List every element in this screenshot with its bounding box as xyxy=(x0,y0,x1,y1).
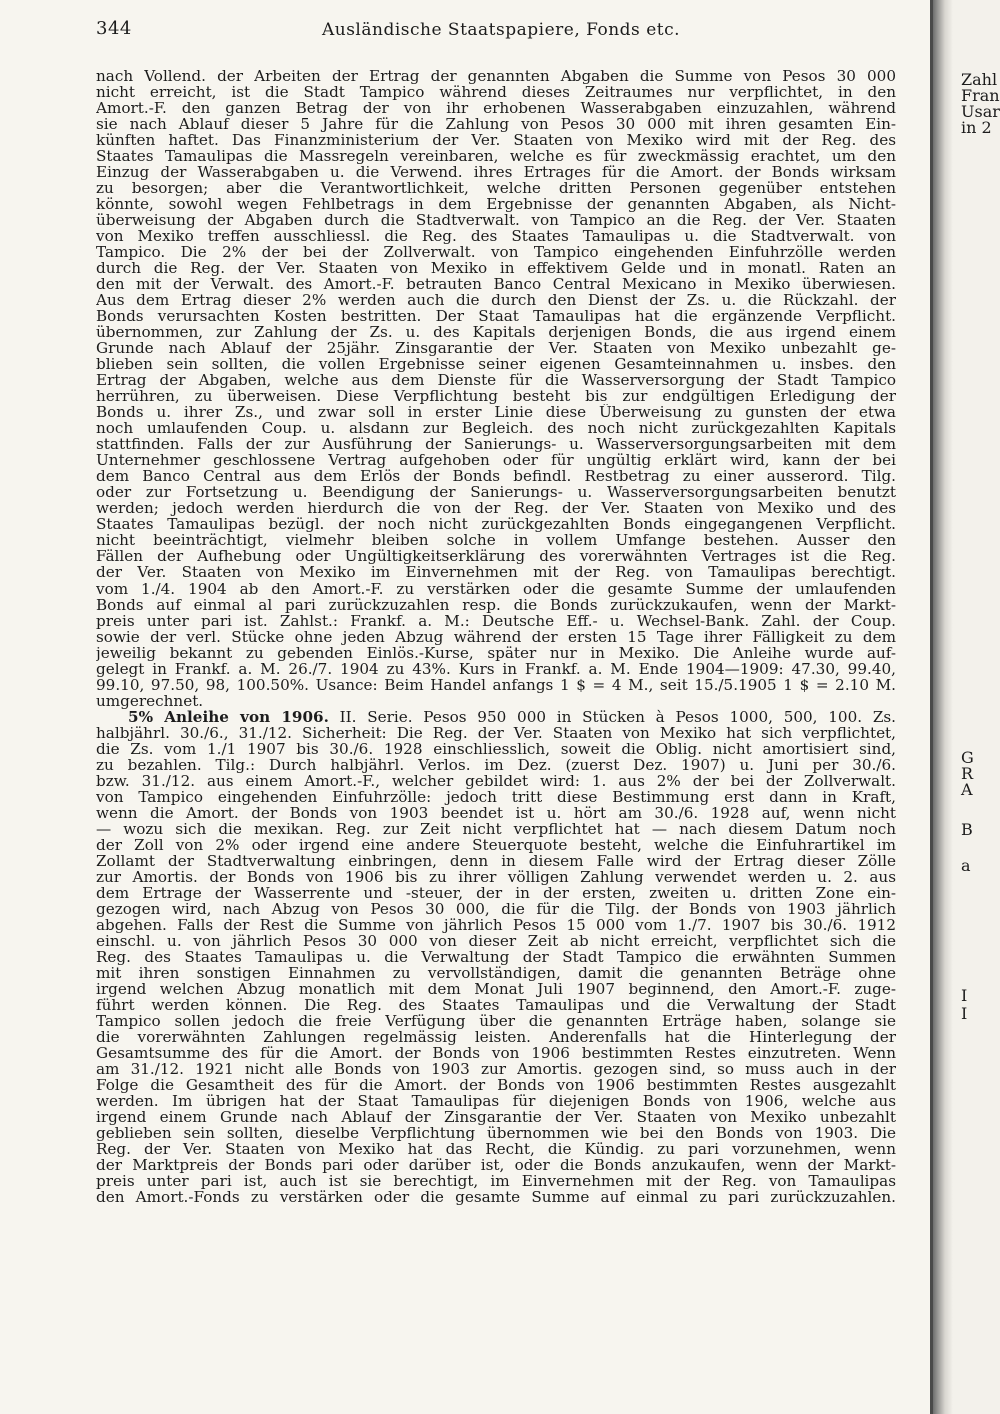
text-line: irgend welchen Abzug monatlich mit dem Monat Juli 1907 beginnend, den Amort.-F. zuge- xyxy=(96,980,896,997)
section-heading: 5% Anleihe von 1906. xyxy=(128,708,329,725)
text-line: irgend einem Grunde nach Ablauf der Zinsgarantie der Ver. Staaten von Mexiko unbezahlt xyxy=(96,1109,896,1126)
text-line: Bonds u. ihrer Zs., und zwar soll in erster Linie diese Überweisung zu gunsten der etwa xyxy=(96,404,896,421)
text-line: preis unter pari ist, auch ist sie berechtigt, im Einvernehmen mit der Reg. von Tamaulipas xyxy=(96,1173,896,1190)
text-line: oder zur Fortsetzung u. Beendigung der Sanierungs- u. Wasserversorgungsarbeiten benutzt xyxy=(96,484,896,501)
text-line: halbjährl. 30./6., 31./12. Sicherheit: Die Reg. der Ver. Staaten von Mexiko hat sich verpflichtet, xyxy=(96,724,896,741)
text-line: wenn die Amort. der Bonds von 1903 beendet ist u. hört am 30./6. 1928 auf, wenn nicht xyxy=(96,804,896,821)
text-line: nicht erreicht, ist die Stadt Tampico während dieses Zeitraumes nur verpflichtet, in den xyxy=(96,84,896,101)
text-line: einschl. u. von jährlich Pesos 30 000 von dieser Zeit ab nicht erreicht, verpflichtet sich die xyxy=(96,932,896,949)
edge-fragment: A xyxy=(961,780,973,799)
text-line: übernommen, zur Zahlung der Zs. u. des Kapitals derjenigen Bonds, die aus irgend einem xyxy=(96,324,896,341)
text-line: durch die Reg. der Ver. Staaten von Mexiko in effektivem Gelde und in monatl. Raten an xyxy=(96,260,896,277)
text-line: Gesamtsumme des für die Amort. der Bonds von 1906 bestimmten Restes einzutreten. Wenn xyxy=(96,1044,896,1061)
text-line: Zollamt der Stadtverwaltung einbringen, denn in diesem Falle wird der Ertrag dieser Zölle xyxy=(96,852,896,869)
text-line: Grunde nach Ablauf der 25jähr. Zinsgarantie der Ver. Staaten von Mexiko unbezahlt ge- xyxy=(96,340,896,357)
text-line: den mit der Verwalt. des Amort.-F. betrauten Banco Central Mexicano in Mexiko überwiesen. xyxy=(96,276,896,293)
text-line xyxy=(96,709,896,725)
text-line: Staates Tamaulipas die Massregeln vereinbaren, welche es für zweckmässig erachtet, um den xyxy=(96,148,896,165)
edge-fragment: a xyxy=(961,856,971,875)
text-line: der Zoll von 2% oder irgend eine andere Steuerquote besteht, welche die Einfuhrartikel im xyxy=(96,836,896,853)
edge-fragment: in 2 xyxy=(961,118,992,137)
text-line: Fällen der Aufhebung oder Ungültigkeitserklärung des vorerwähnten Vertrages ist die Reg. xyxy=(96,548,896,565)
running-title: Ausländische Staatspapiere, Fonds etc. xyxy=(321,20,681,40)
text-line: zur Amortis. der Bonds von 1906 bis zu ihrer völligen Zahlung verwendet werden u. 2. aus xyxy=(96,868,896,885)
text-line: zu bezahlen. Tilg.: Durch halbjährl. Verlos. im Dez. (zuerst Dez. 1907) u. Juni per 30./6. xyxy=(96,756,896,773)
text-line: werden; jedoch werden hierdurch die von der Reg. der Ver. Staaten von Mexiko und des xyxy=(96,500,896,517)
text-line: der Marktpreis der Bonds pari oder darüber ist, oder die Bonds anzukaufen, wenn der Markt- xyxy=(96,1157,896,1174)
text-line: bzw. 31./12. aus einem Amort.-F., welcher gebildet wird: 1. aus 2% der bei der Zollverwalt. xyxy=(96,772,896,789)
text-line: könnte, sowohl wegen Fehlbetrags in dem Ergebnisse der genannten Abgaben, als Nicht- xyxy=(96,196,896,213)
text-line: die vorerwähnten Zahlungen regelmässig leisten. Anderenfalls hat die Hinterlegung der xyxy=(96,1028,896,1045)
text-line: werden. Im übrigen hat der Staat Tamaulipas für diejenigen Bonds von 1906, welche aus xyxy=(96,1093,896,1110)
edge-fragment: B xyxy=(961,820,973,839)
text-line: noch umlaufenden Coup. u. alsdann zur Begleich. des noch nicht zurückgezahlten Kapitals xyxy=(96,420,896,437)
edge-fragment: I xyxy=(961,986,968,1005)
text-line: von Tampico eingehenden Einfuhrzölle: jedoch tritt diese Bestimmung erst dann in Kraft, xyxy=(96,788,896,805)
text-line: Unternehmer geschlossene Vertrag aufgehoben oder für ungültig erklärt wird, kann der bei xyxy=(96,452,896,469)
text-line: dem Banco Central aus dem Erlös der Bonds befindl. Restbetrag zu einer ausserord. Tilg. xyxy=(96,468,896,485)
text-line: blieben sein sollten, die vollen Ergebnisse seiner eigenen Gesamteinnahmen u. insbes. den xyxy=(96,356,896,373)
text-line: künften haftet. Das Finanzministerium der Ver. Staaten von Mexiko wird mit der Reg. des xyxy=(96,132,896,149)
edge-fragment: Zahl xyxy=(961,70,998,89)
text-line: dem Ertrage der Wasserrente und -steuer, der in der ersten, zweiten u. dritten Zone ein- xyxy=(96,884,896,901)
text-line: jeweilig bekannt zu gebenden Einlös.-Kurse, später nur in Mexiko. Die Anleihe wurde auf- xyxy=(96,644,896,661)
text-line: Einzug der Wasserabgaben u. die Verwend. ihres Ertrages für die Amort. der Bonds wirksam xyxy=(96,164,896,181)
text-line: umgerechnet. xyxy=(96,692,204,709)
text-line: abgehen. Falls der Rest die Summe von jährlich Pesos 15 000 vom 1./7. 1907 bis 30./6. 1912 xyxy=(96,916,896,933)
edge-fragment: R xyxy=(961,764,974,783)
text-line: herrühren, zu überweisen. Diese Verpflichtung besteht bis zur endgültigen Erledigung der xyxy=(96,388,896,405)
text-line: — wozu sich die mexikan. Reg. zur Zeit nicht verpflichtet hat — nach diesem Datum noch xyxy=(96,820,896,837)
text-line: von Mexiko treffen ausschliessl. die Reg. des Staates Tamaulipas u. die Stadtverwalt. von xyxy=(96,228,896,245)
text-line: den Amort.-Fonds zu verstärken oder die gesamte Summe auf einmal zu pari zurückzuzahlen. xyxy=(96,1189,896,1206)
text-line: zu besorgen; aber die Verantwortlichkeit, welche dritten Personen gegenüber entstehen xyxy=(96,180,896,197)
text-line: nicht beeinträchtigt, vielmehr bleiben solche in vollem Umfange bestehen. Ausser den xyxy=(96,532,896,549)
page-number: 344 xyxy=(96,18,132,39)
text-line: gezogen wird, nach Abzug von Pesos 30 000, die für die Tilg. der Bonds von 1903 jährlich xyxy=(96,900,896,917)
edge-fragment: I xyxy=(961,1004,968,1023)
text-line: Tampico sollen jedoch die freie Verfügung über die genannten Erträge haben, solange sie xyxy=(96,1012,896,1029)
text-line: Reg. der Ver. Staaten von Mexiko hat das Recht, die Kündig. zu pari vorzunehmen, wenn xyxy=(96,1141,896,1158)
text-line: stattfinden. Falls der zur Ausführung der Sanierungs- u. Wasserversorgungsarbeiten mit dem xyxy=(96,436,896,453)
text-line: der Ver. Staaten von Mexiko im Einvernehmen mit der Reg. von Tamaulipas berechtigt. xyxy=(96,564,896,581)
text-line: preis unter pari ist. Zahlst.: Frankf. a. M.: Deutsche Eff.- u. Wechsel-Bank. Zahl. der Coup. xyxy=(96,612,896,629)
text-line: nach Vollend. der Arbeiten der Ertrag der genannten Abgaben die Summe von Pesos 30 000 xyxy=(96,68,896,85)
adjacent-page-edge xyxy=(930,0,1000,1414)
text-line: Amort.-F. den ganzen Betrag der von ihr erhobenen Wasserabgaben einzuzahlen, während xyxy=(96,100,896,117)
edge-fragment: Usar xyxy=(961,102,1000,121)
text-line: sowie der verl. Stücke ohne jeden Abzug während der ersten 15 Tage ihrer Fälligkeit zu dem xyxy=(96,628,896,645)
edge-fragment: G xyxy=(961,748,974,767)
text-line: Ertrag der Abgaben, welche aus dem Dienste für die Wasserversorgung der Stadt Tampico xyxy=(96,372,896,389)
text-line: am 31./12. 1921 nicht alle Bonds von 1903 zur Amortis. gezogen sind, so muss auch in der xyxy=(96,1060,896,1077)
text-line: die Zs. vom 1./1 1907 bis 30./6. 1928 einschliesslich, soweit die Oblig. nicht amortisiert sind, xyxy=(96,740,896,757)
section-line-text: II. Serie. Pesos 950 000 in Stücken à Pesos 1000, 500, 100. Zs. xyxy=(339,708,896,725)
text-line: mit ihren sonstigen Einnahmen zu vervollständigen, damit die genannten Beträge ohne xyxy=(96,964,896,981)
text-line: sie nach Ablauf dieser 5 Jahre für die Zahlung von Pesos 30 000 mit ihren gesamten Ein- xyxy=(96,116,896,133)
text-line: Staates Tamaulipas bezügl. der noch nicht zurückgezahlten Bonds eingegangenen Verpflicht. xyxy=(96,516,896,533)
text-line: überweisung der Abgaben durch die Stadtverwalt. von Tampico an die Reg. der Ver. Staaten xyxy=(96,212,896,229)
text-line: Reg. des Staates Tamaulipas u. die Verwaltung der Stadt Tampico die erwähnten Summen xyxy=(96,948,896,965)
text-line: Aus dem Ertrag dieser 2% werden auch die durch den Dienst der Zs. u. die Rückzahl. der xyxy=(96,292,896,309)
text-line: 99.10, 97.50, 98, 100.50%. Usance: Beim Handel anfangs 1 $ = 4 M., seit 15./5.1905 1 $ = 2.10 M. xyxy=(96,676,896,693)
text-line: Bonds verursachten Kosten bestritten. Der Staat Tamaulipas hat die ergänzende Verpflicht. xyxy=(96,308,896,325)
text-line: gelegt in Frankf. a. M. 26./7. 1904 zu 43%. Kurs in Frankf. a. M. Ende 1904—1909: 47.30, 99.40, xyxy=(96,660,896,677)
text-line: Tampico. Die 2% der bei der Zollverwalt. von Tampico eingehenden Einfuhrzölle werden xyxy=(96,244,896,261)
edge-fragment: Fran xyxy=(961,86,1000,105)
text-line: Folge die Gesamtheit des für die Amort. der Bonds von 1906 bestimmten Restes ausgezahlt xyxy=(96,1076,896,1093)
text-line: geblieben sein sollten, dieselbe Verpflichtung übernommen wie bei den Bonds von 1903. Die xyxy=(96,1125,896,1142)
page-gutter-shadow xyxy=(933,0,953,1414)
text-line: vom 1./4. 1904 ab den Amort.-F. zu verstärken oder die gesamte Summe der umlaufenden xyxy=(96,580,896,597)
text-line: Bonds auf einmal al pari zurückzuzahlen resp. die Bonds zurückzukaufen, wenn der Markt- xyxy=(96,596,896,613)
text-line: führt werden können. Die Reg. des Staates Tamaulipas und die Verwaltung der Stadt xyxy=(96,996,896,1013)
body-text xyxy=(96,68,896,1205)
